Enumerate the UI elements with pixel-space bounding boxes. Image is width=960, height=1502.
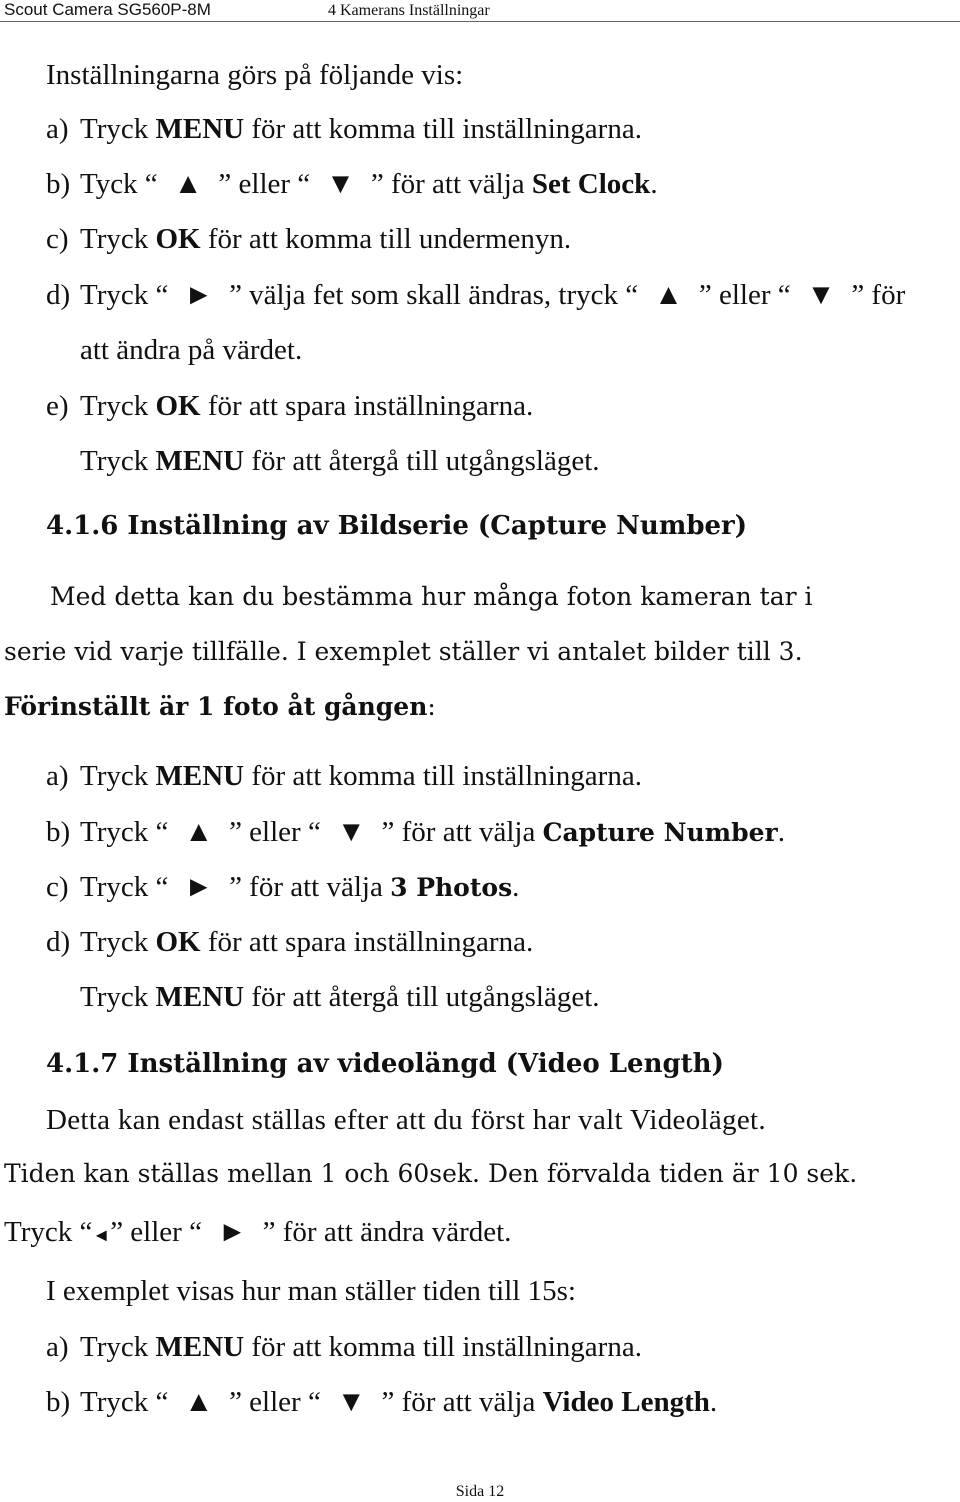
clock-step-d: d) Tryck “ ► ” välja fet som skall ändras, tryck “ ▲ ” eller “ ▼ ” för: [46, 279, 906, 311]
step-label: d): [46, 926, 71, 958]
key-ok: OK: [155, 390, 201, 422]
key-menu: MENU: [155, 445, 245, 477]
clock-step-b: b) Tyck “ ▲ ” eller “ ▼ ” för att välja Set Clock.: [46, 168, 658, 200]
arrow-right-icon: ►: [184, 279, 214, 311]
arrow-up-icon: ▲: [184, 1386, 214, 1418]
step-label: a): [46, 760, 69, 792]
arrow-down-icon: ▼: [336, 1386, 366, 1418]
step-label: a): [46, 113, 69, 145]
key-ok: OK: [155, 223, 201, 255]
video-step-a: a) Tryck MENU för att komma till inställningarna.: [46, 1331, 642, 1363]
arrow-right-icon: ►: [184, 871, 214, 903]
page-header: [0, 0, 960, 22]
step-label: c): [46, 223, 69, 255]
key-menu: MENU: [155, 981, 245, 1013]
section-heading-video-length: 4.1.7 Inställning av videolängd (Video Length): [46, 1049, 724, 1079]
video-paragraph-3: Tryck “◄” eller “ ► ” för att ändra värdet.: [4, 1216, 512, 1248]
header-product-name: Scout Camera SG560P-8M: [4, 0, 211, 19]
step-label: b): [46, 168, 71, 200]
arrow-down-icon: ▼: [326, 168, 355, 200]
arrow-down-icon: ▼: [336, 816, 366, 848]
arrow-up-icon: ▲: [173, 168, 203, 200]
clock-step-a: a) Tryck MENU för att komma till inställningarna.: [46, 113, 642, 145]
menu-value-3-photos: 3 Photos: [390, 873, 513, 902]
arrow-right-icon: ►: [217, 1216, 247, 1248]
page-number: Sida 12: [455, 1483, 505, 1500]
capture-step-a: a) Tryck MENU för att komma till inställningarna.: [46, 760, 642, 792]
arrow-down-icon: ▼: [806, 279, 836, 311]
step-label: c): [46, 871, 69, 903]
capture-paragraph-1: Med detta kan du bestämma hur många foton kameran tar i: [50, 582, 813, 611]
clock-step-e: e) Tryck OK för att spara inställningarna.: [46, 390, 534, 422]
arrow-left-icon: ◄: [92, 1225, 111, 1245]
clock-step-e-return: Tryck MENU för att återgå till utgångsläget.: [80, 445, 600, 477]
capture-step-d: d) Tryck OK för att spara inställningarna.: [46, 926, 534, 958]
capture-step-c: c) Tryck “ ► ” för att välja 3 Photos.: [46, 871, 520, 903]
header-chapter-title: 4 Kamerans Inställningar: [328, 2, 490, 19]
video-paragraph-1: Detta kan endast ställas efter att du först har valt Videoläget.: [46, 1104, 766, 1136]
clock-intro: Inställningarna görs på följande vis:: [46, 59, 464, 91]
arrow-up-icon: ▲: [184, 816, 214, 848]
menu-option-set-clock: Set Clock: [531, 168, 651, 200]
step-label: a): [46, 1331, 69, 1363]
clock-step-d-continued: att ändra på värdet.: [80, 334, 303, 366]
menu-option-video-length: Video Length: [542, 1386, 710, 1418]
clock-step-c: c) Tryck OK för att komma till undermenyn.: [46, 223, 572, 255]
capture-step-d-return: Tryck MENU för att återgå till utgångsläget.: [80, 981, 600, 1013]
section-heading-capture-number: 4.1.6 Inställning av Bildserie (Capture Number): [46, 511, 748, 541]
step-label: e): [46, 390, 69, 422]
step-label: b): [46, 816, 71, 848]
video-paragraph-2: Tiden kan ställas mellan 1 och 60sek. Den förvalda tiden är 10 sek.: [4, 1159, 858, 1188]
key-ok: OK: [155, 926, 201, 958]
video-example-intro: I exemplet visas hur man ställer tiden till 15s:: [46, 1275, 576, 1307]
capture-step-b: b) Tryck “ ▲ ” eller “ ▼ ” för att välja Capture Number.: [46, 816, 785, 848]
step-label: d): [46, 279, 71, 311]
menu-option-capture-number: Capture Number: [542, 818, 778, 847]
key-menu: MENU: [155, 1331, 245, 1363]
arrow-up-icon: ▲: [654, 279, 683, 311]
key-menu: MENU: [155, 760, 245, 792]
video-step-b: b) Tryck “ ▲ ” eller “ ▼ ” för att välja Video Length.: [46, 1386, 718, 1418]
key-menu: MENU: [155, 113, 245, 145]
capture-default-note: Förinställt är 1 foto åt gången:: [4, 692, 436, 721]
step-label: b): [46, 1386, 71, 1418]
capture-paragraph-2: serie vid varje tillfälle. I exemplet ställer vi antalet bilder till 3.: [4, 637, 803, 666]
header-divider: [0, 21, 960, 22]
